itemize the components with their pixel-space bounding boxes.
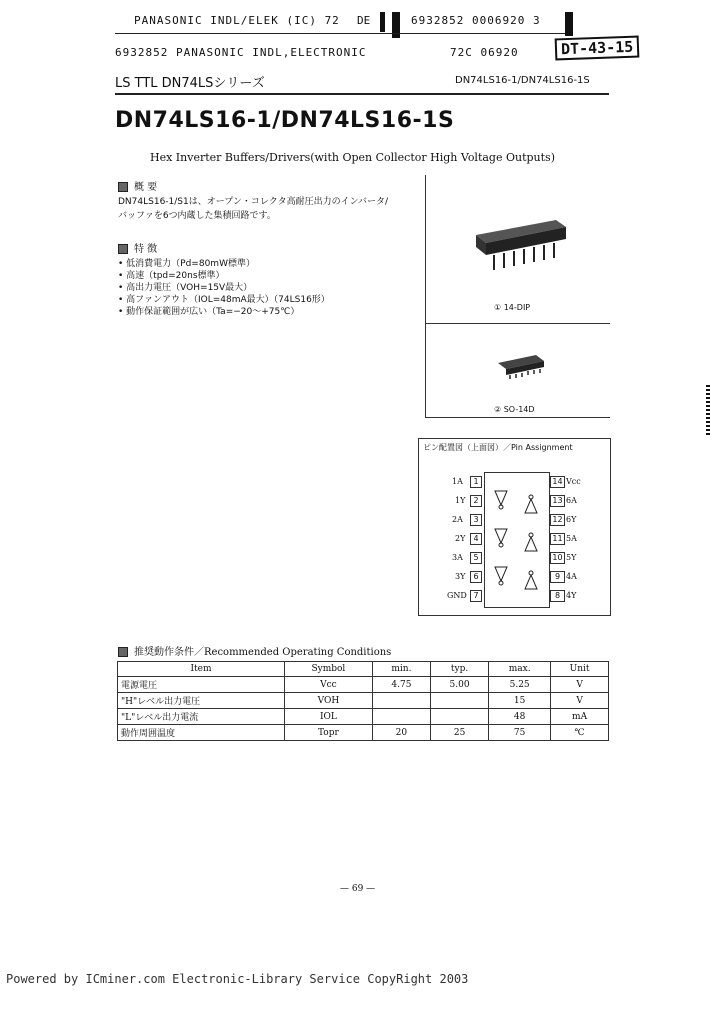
table-cell: [431, 693, 489, 709]
table-cell: VOH: [285, 693, 373, 709]
table-cell: V: [551, 677, 609, 693]
feature-text: 高ファンアウト（IOL=48mA最大）（74LS16形）: [126, 295, 330, 305]
overview-heading: [118, 178, 157, 193]
pin-assignment-title: ピン配置図（上面図）／Pin Assignment: [423, 443, 573, 452]
series-right: DN74LS16-1/DN74LS16-1S: [455, 75, 590, 86]
pin-label: Vcc: [566, 477, 581, 486]
header-stamp: DT-43-15: [555, 36, 640, 61]
pin-number: 13: [550, 495, 565, 507]
table-row: [118, 693, 609, 709]
pin-number: 14: [550, 476, 565, 488]
page-subtitle: Hex Inverter Buffers/Drivers(with Open Collector High Voltage Outputs): [150, 151, 555, 164]
features-heading-text: 特 徴: [134, 244, 158, 255]
pin-number: 2: [470, 495, 482, 507]
so-label: ② SO-14D: [494, 405, 535, 414]
section-square-icon: [118, 647, 128, 657]
series-rule: [115, 93, 609, 95]
table-cell: [372, 709, 430, 725]
pin-number: 12: [550, 514, 565, 526]
roc-table: [117, 661, 609, 741]
page-number: — 69 —: [340, 884, 376, 894]
feature-item: • 高ファンアウト（IOL=48mA最大）（74LS16形）: [118, 295, 330, 305]
column-header: min.: [372, 662, 430, 677]
pin-number: 9: [550, 571, 565, 583]
section-square-icon: [118, 244, 128, 254]
features-heading: [118, 240, 157, 255]
pin-label: 1Y: [455, 496, 466, 505]
pin-number: 7: [470, 590, 482, 602]
pin-label: 1A: [452, 477, 463, 486]
table-cell: "L"レベル出力電流: [118, 709, 285, 725]
ic-body: [484, 472, 550, 608]
pin-number: 11: [550, 533, 565, 545]
header-line2-left: 6932852 PANASONIC INDL,ELECTRONIC: [115, 46, 367, 59]
table-cell: [431, 709, 489, 725]
table-row: [118, 677, 609, 693]
pin-label: 6A: [566, 496, 577, 505]
header-line1: PANASONIC INDL/ELEK (IC) 72: [134, 14, 340, 27]
pin-number: 1: [470, 476, 482, 488]
section-square-icon: [118, 182, 128, 192]
page-title: DN74LS16-1/DN74LS16-1S: [115, 108, 455, 133]
table-cell: IOL: [285, 709, 373, 725]
header-mark: [380, 12, 385, 32]
overview-text: [118, 195, 388, 223]
header-line1-num: 6932852 0006920 3: [411, 14, 541, 27]
header-line1-code: DE: [357, 14, 371, 27]
dip-label: ① 14-DIP: [494, 303, 531, 312]
column-header: Symbol: [285, 662, 373, 677]
pin-label: 5A: [566, 534, 577, 543]
column-header: typ.: [431, 662, 489, 677]
pin-number: 6: [470, 571, 482, 583]
so-package-icon: [426, 323, 610, 417]
table-cell: 4.75: [372, 677, 430, 693]
header-line2-code: 72C 06920: [450, 46, 519, 59]
overview-line: バッファを6つ内蔵した集積回路です。: [118, 211, 276, 221]
inverter-diagram: [485, 473, 549, 607]
pin-label: 5Y: [566, 553, 577, 562]
table-cell: "H"レベル出力電圧: [118, 693, 285, 709]
overview-heading-text: 概 要: [134, 182, 158, 193]
header-mark: [392, 12, 400, 38]
dip-package-box: [425, 175, 610, 324]
table-cell: 電源電圧: [118, 677, 285, 693]
pin-label: GND: [447, 591, 467, 600]
table-cell: 75: [489, 725, 551, 741]
roc-heading: [118, 643, 391, 658]
table-cell: ℃: [551, 725, 609, 741]
so-package-box: [425, 323, 610, 418]
pin-label: 3Y: [455, 572, 466, 581]
pin-label: 4A: [566, 572, 577, 581]
column-header: max.: [489, 662, 551, 677]
scan-edge-mark: [706, 385, 710, 435]
header-rule: [115, 33, 565, 34]
table-cell: 20: [372, 725, 430, 741]
feature-text: 動作保証範囲が広い（Ta=−20〜+75℃）: [126, 307, 300, 317]
table-cell: 5.00: [431, 677, 489, 693]
table-cell: 5.25: [489, 677, 551, 693]
dip-package-icon: [426, 175, 610, 323]
table-cell: Vcc: [285, 677, 373, 693]
table-cell: Topr: [285, 725, 373, 741]
table-cell: 25: [431, 725, 489, 741]
pin-label: 2A: [452, 515, 463, 524]
pin-number: 10: [550, 552, 565, 564]
pin-number: 3: [470, 514, 482, 526]
series-left: LS TTL DN74LSシリーズ: [115, 76, 265, 91]
feature-item: • 動作保証範囲が広い（Ta=−20〜+75℃）: [118, 307, 300, 317]
pin-number: 5: [470, 552, 482, 564]
column-header: Unit: [551, 662, 609, 677]
feature-text: 高速（tpd=20ns標準）: [126, 271, 225, 281]
table-cell: 動作周囲温度: [118, 725, 285, 741]
feature-text: 低消費電力（Pd=80mW標準）: [126, 259, 255, 269]
table-cell: [372, 693, 430, 709]
feature-item: • 低消費電力（Pd=80mW標準）: [118, 259, 255, 269]
table-cell: V: [551, 693, 609, 709]
pin-label: 3A: [452, 553, 463, 562]
table-cell: mA: [551, 709, 609, 725]
overview-line: DN74LS16-1/S1は、オープン・コレクタ高耐圧出力のインバータ/: [118, 197, 388, 207]
pin-label: 6Y: [566, 515, 577, 524]
table-cell: 15: [489, 693, 551, 709]
feature-item: • 高出力電圧（VOH=15V最大）: [118, 283, 253, 293]
features-list: [118, 258, 330, 318]
table-row: [118, 725, 609, 741]
roc-heading-text: 推奨動作条件／Recommended Operating Conditions: [134, 647, 392, 658]
pin-number: 8: [550, 590, 565, 602]
pin-label: 4Y: [566, 591, 577, 600]
column-header: Item: [118, 662, 285, 677]
footer-credit: Powered by ICminer.com Electronic-Library Service CopyRight 2003: [6, 972, 469, 986]
table-cell: 48: [489, 709, 551, 725]
header-mark: [565, 12, 573, 36]
table-header-row: [118, 662, 609, 677]
pin-number: 4: [470, 533, 482, 545]
pin-label: 2Y: [455, 534, 466, 543]
table-row: [118, 709, 609, 725]
feature-text: 高出力電圧（VOH=15V最大）: [126, 283, 253, 293]
feature-item: • 高速（tpd=20ns標準）: [118, 271, 225, 281]
